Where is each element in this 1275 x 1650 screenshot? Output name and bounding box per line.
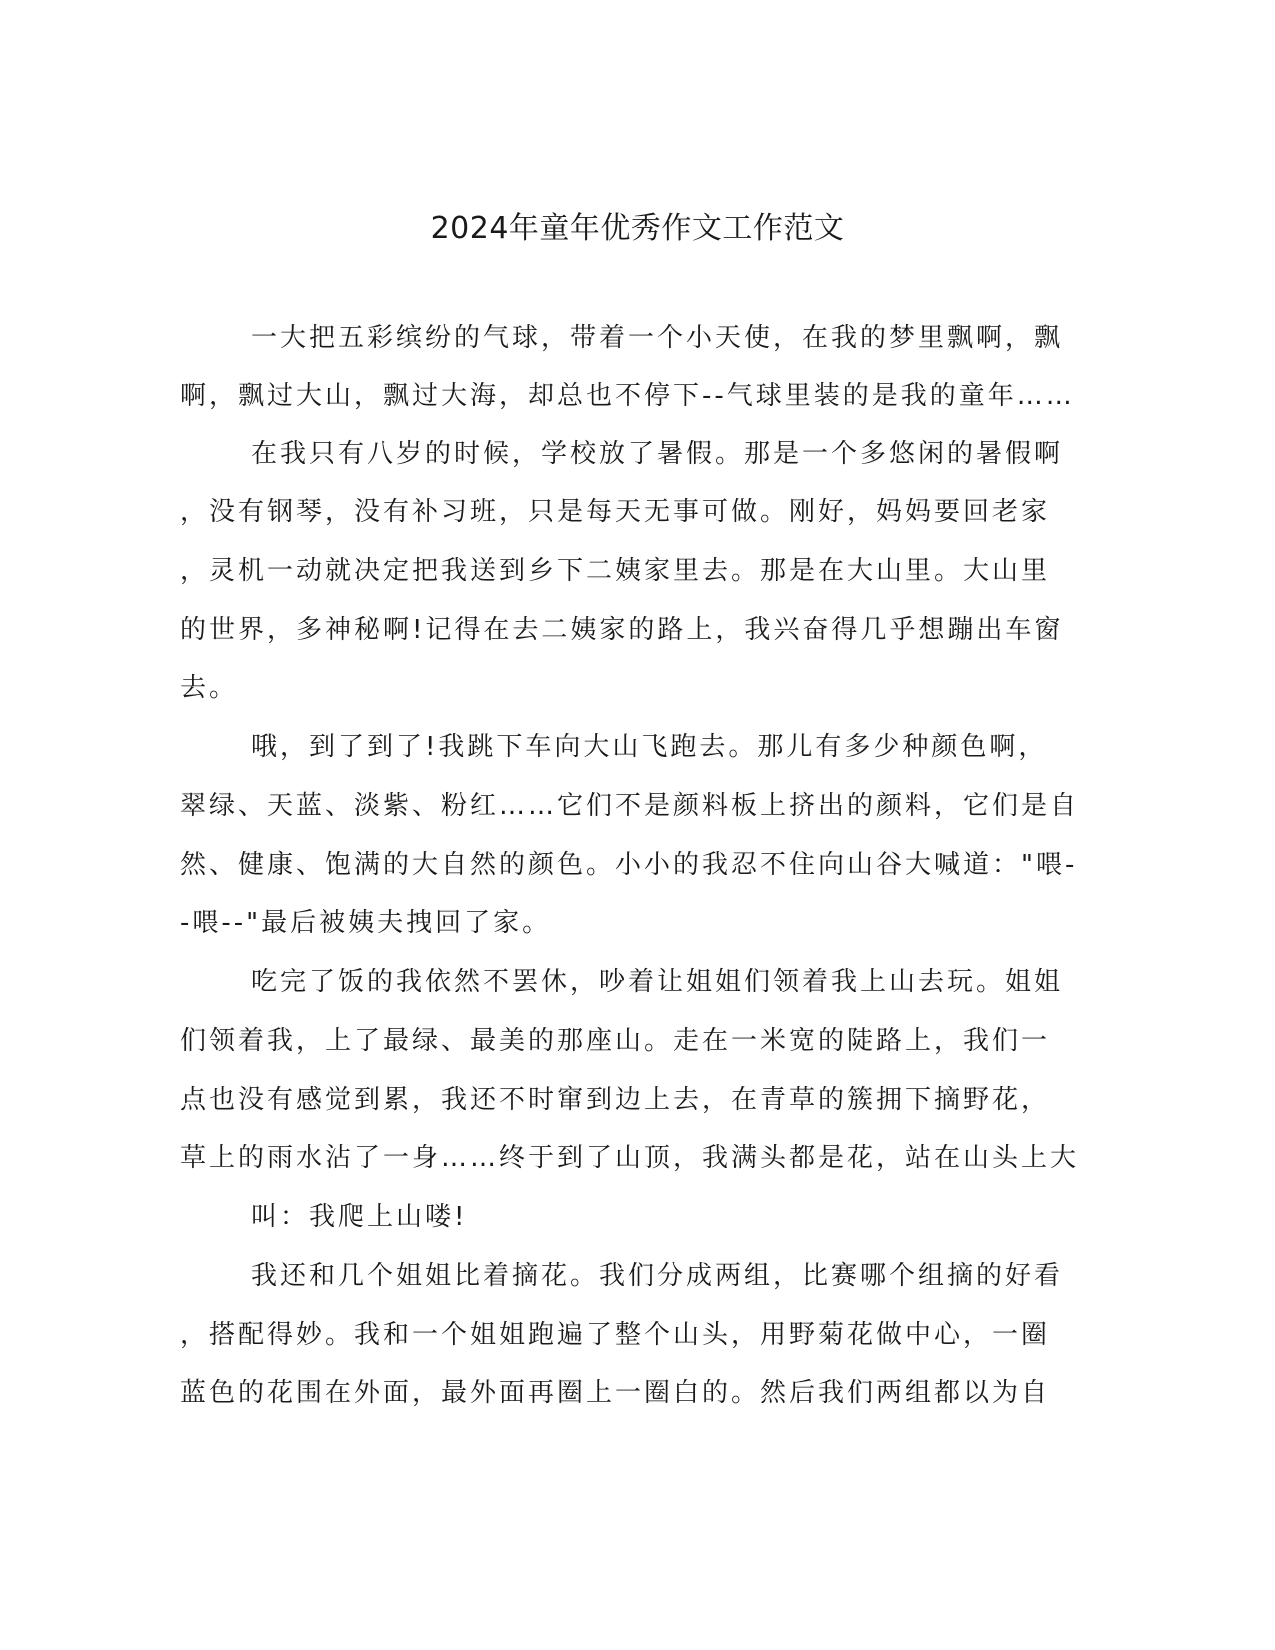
text-line: 翠绿、天蓝、淡紫、粉红……它们不是颜料板上挤出的颜料，它们是自 (180, 791, 1080, 821)
text-line: 在我只有八岁的时候，学校放了暑假。那是一个多悠闲的暑假啊 (251, 439, 1064, 469)
text-line: 点也没有感觉到累，我还不时窜到边上去，在青草的簇拥下摘野花， (180, 1085, 1051, 1115)
text-line: 哦，到了到了!我跳下车向大山飞跑去。那儿有多少种颜色啊， (251, 732, 1048, 762)
text-line: 然、健康、饱满的大自然的颜色。小小的我忍不住向山谷大喊道："喂- (180, 850, 1078, 880)
text-line: ，灵机一动就决定把我送到乡下二姨家里去。那是在大山里。大山里 (180, 556, 1051, 586)
text-line: -喂--"最后被姨夫拽回了家。 (180, 908, 552, 938)
text-line: 啊，飘过大山，飘过大海，却总也不停下--气球里装的是我的童年…… (180, 381, 1075, 411)
text-line: 一大把五彩缤纷的气球，带着一个小天使，在我的梦里飘啊，飘 (251, 323, 1064, 353)
text-line: ，搭配得妙。我和一个姐姐跑遍了整个山头，用野菊花做中心，一圈 (180, 1320, 1051, 1350)
text-line: 吃完了饭的我依然不罢休，吵着让姐姐们领着我上山去玩。姐姐 (251, 967, 1064, 997)
text-line: ，没有钢琴，没有补习班，只是每天无事可做。刚好，妈妈要回老家 (180, 497, 1051, 527)
text-line: 叫：我爬上山喽! (251, 1202, 468, 1232)
document-title: 2024年童年优秀作文工作范文 (430, 211, 845, 246)
text-line: 蓝色的花围在外面，最外面再圈上一圈白的。然后我们两组都以为自 (180, 1378, 1051, 1408)
text-line: 草上的雨水沾了一身……终于到了山顶，我满头都是花，站在山头上大 (180, 1143, 1080, 1173)
text-line: 的世界，多神秘啊!记得在去二姨家的路上，我兴奋得几乎想蹦出车窗 (180, 615, 1064, 645)
text-line: 去。 (180, 673, 239, 703)
text-line: 们领着我，上了最绿、最美的那座山。走在一米宽的陡路上，我们一 (180, 1026, 1051, 1056)
text-line: 我还和几个姐姐比着摘花。我们分成两组，比赛哪个组摘的好看 (251, 1261, 1064, 1291)
